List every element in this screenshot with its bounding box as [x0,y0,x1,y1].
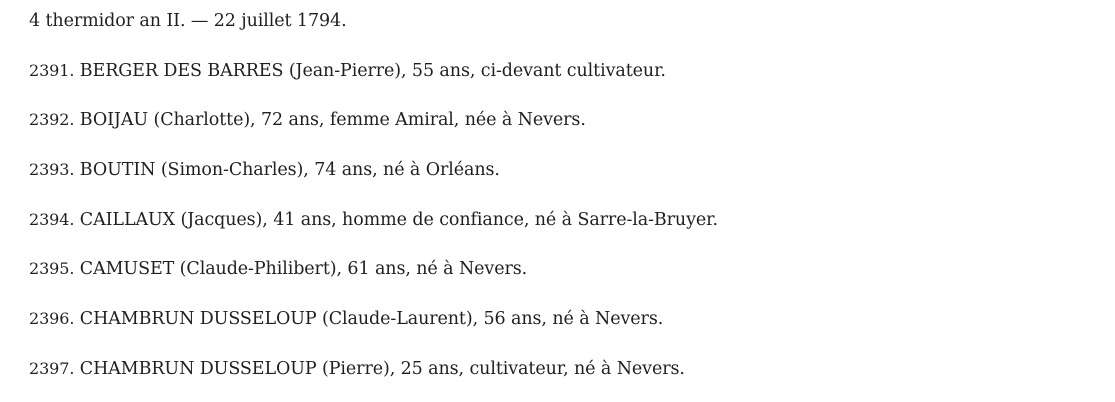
entry-text: BOIJAU (Charlotte), 72 ans, femme Amiral, née à Nevers. [79,110,586,130]
entry-line [29,258,527,280]
date-heading [29,10,347,32]
entry-line [29,308,663,330]
date-heading-text: 4 thermidor an II. — 22 juillet 1794. [29,11,347,31]
entry-number: 2391. [29,61,75,80]
entry-text: CAMUSET (Claude-Philibert), 61 ans, né à Nevers. [79,259,528,279]
entry-number: 2394. [29,210,75,229]
entry-text: BERGER DES BARRES (Jean-Pierre), 55 ans, ci-devant cultivateur. [79,61,666,81]
entry-number: 2395. [29,259,75,278]
entry-line [29,358,685,380]
entry-text: CHAMBRUN DUSSELOUP (Claude-Laurent), 56 ans, né à Nevers. [79,309,664,329]
entry-number: 2396. [29,309,75,328]
entry-line [29,209,718,231]
entry-number: 2393. [29,160,75,179]
entry-text: CAILLAUX (Jacques), 41 ans, homme de confiance, né à Sarre-la-Bruyer. [79,210,718,230]
entry-line [29,60,666,82]
entry-number: 2392. [29,110,75,129]
entry-line [29,159,500,181]
entry-text: CHAMBRUN DUSSELOUP (Pierre), 25 ans, cultivateur, né à Nevers. [79,359,685,379]
entry-text: BOUTIN (Simon-Charles), 74 ans, né à Orléans. [79,160,500,180]
entry-line [29,109,586,131]
entry-number: 2397. [29,359,75,378]
